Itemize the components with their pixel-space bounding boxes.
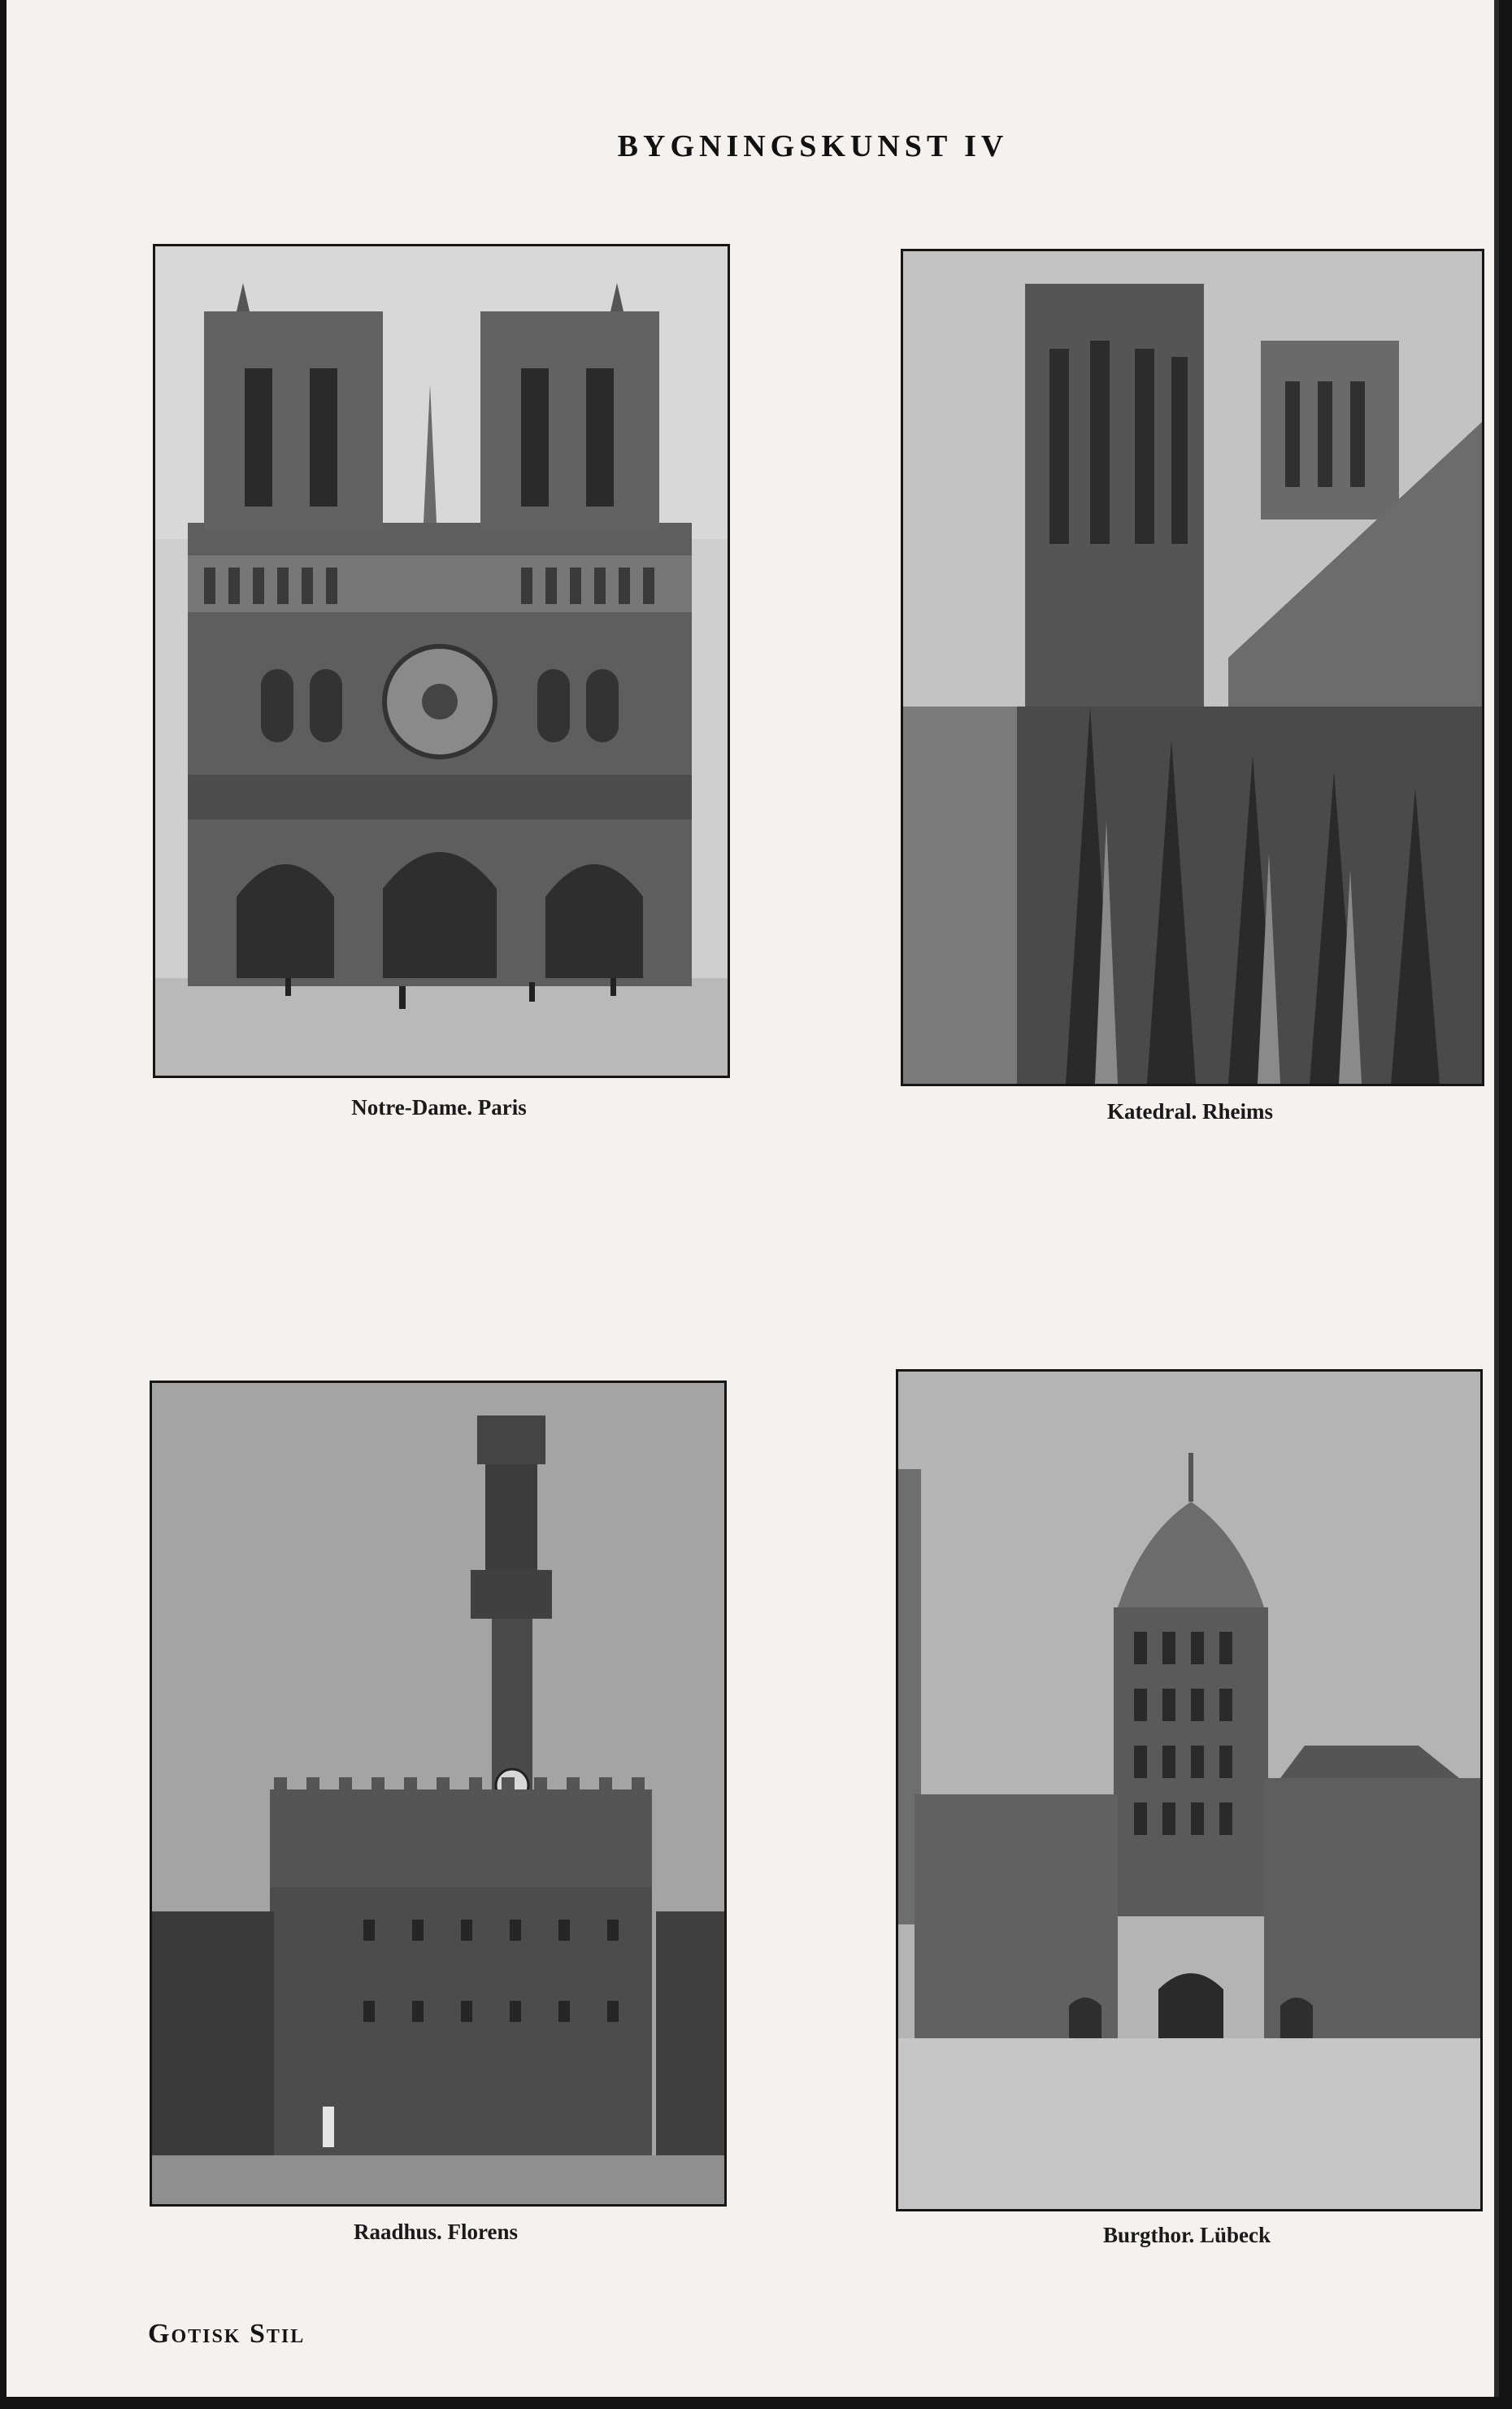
- caption-rheims: Katedral. Rheims: [1107, 1099, 1273, 1124]
- page-title: BYGNINGSKUNST IV: [617, 129, 1009, 163]
- photo-notre-dame: [153, 244, 730, 1078]
- photo-florens: [150, 1381, 727, 2207]
- caption-notre-dame: Notre-Dame. Paris: [351, 1095, 527, 1120]
- lubeck-illustration: [898, 1372, 1480, 2209]
- caption-lubeck: Burgthor. Lübeck: [1102, 2223, 1271, 2247]
- footer-label: Gotisk Stil: [148, 2319, 306, 2349]
- rheims-illustration: [903, 251, 1482, 1084]
- photo-lubeck: [896, 1369, 1483, 2211]
- photo-rheims: [901, 249, 1484, 1086]
- notre-dame-illustration: [155, 246, 728, 1076]
- florens-illustration: [152, 1383, 724, 2204]
- caption-florens: Raadhus. Florens: [353, 2220, 519, 2244]
